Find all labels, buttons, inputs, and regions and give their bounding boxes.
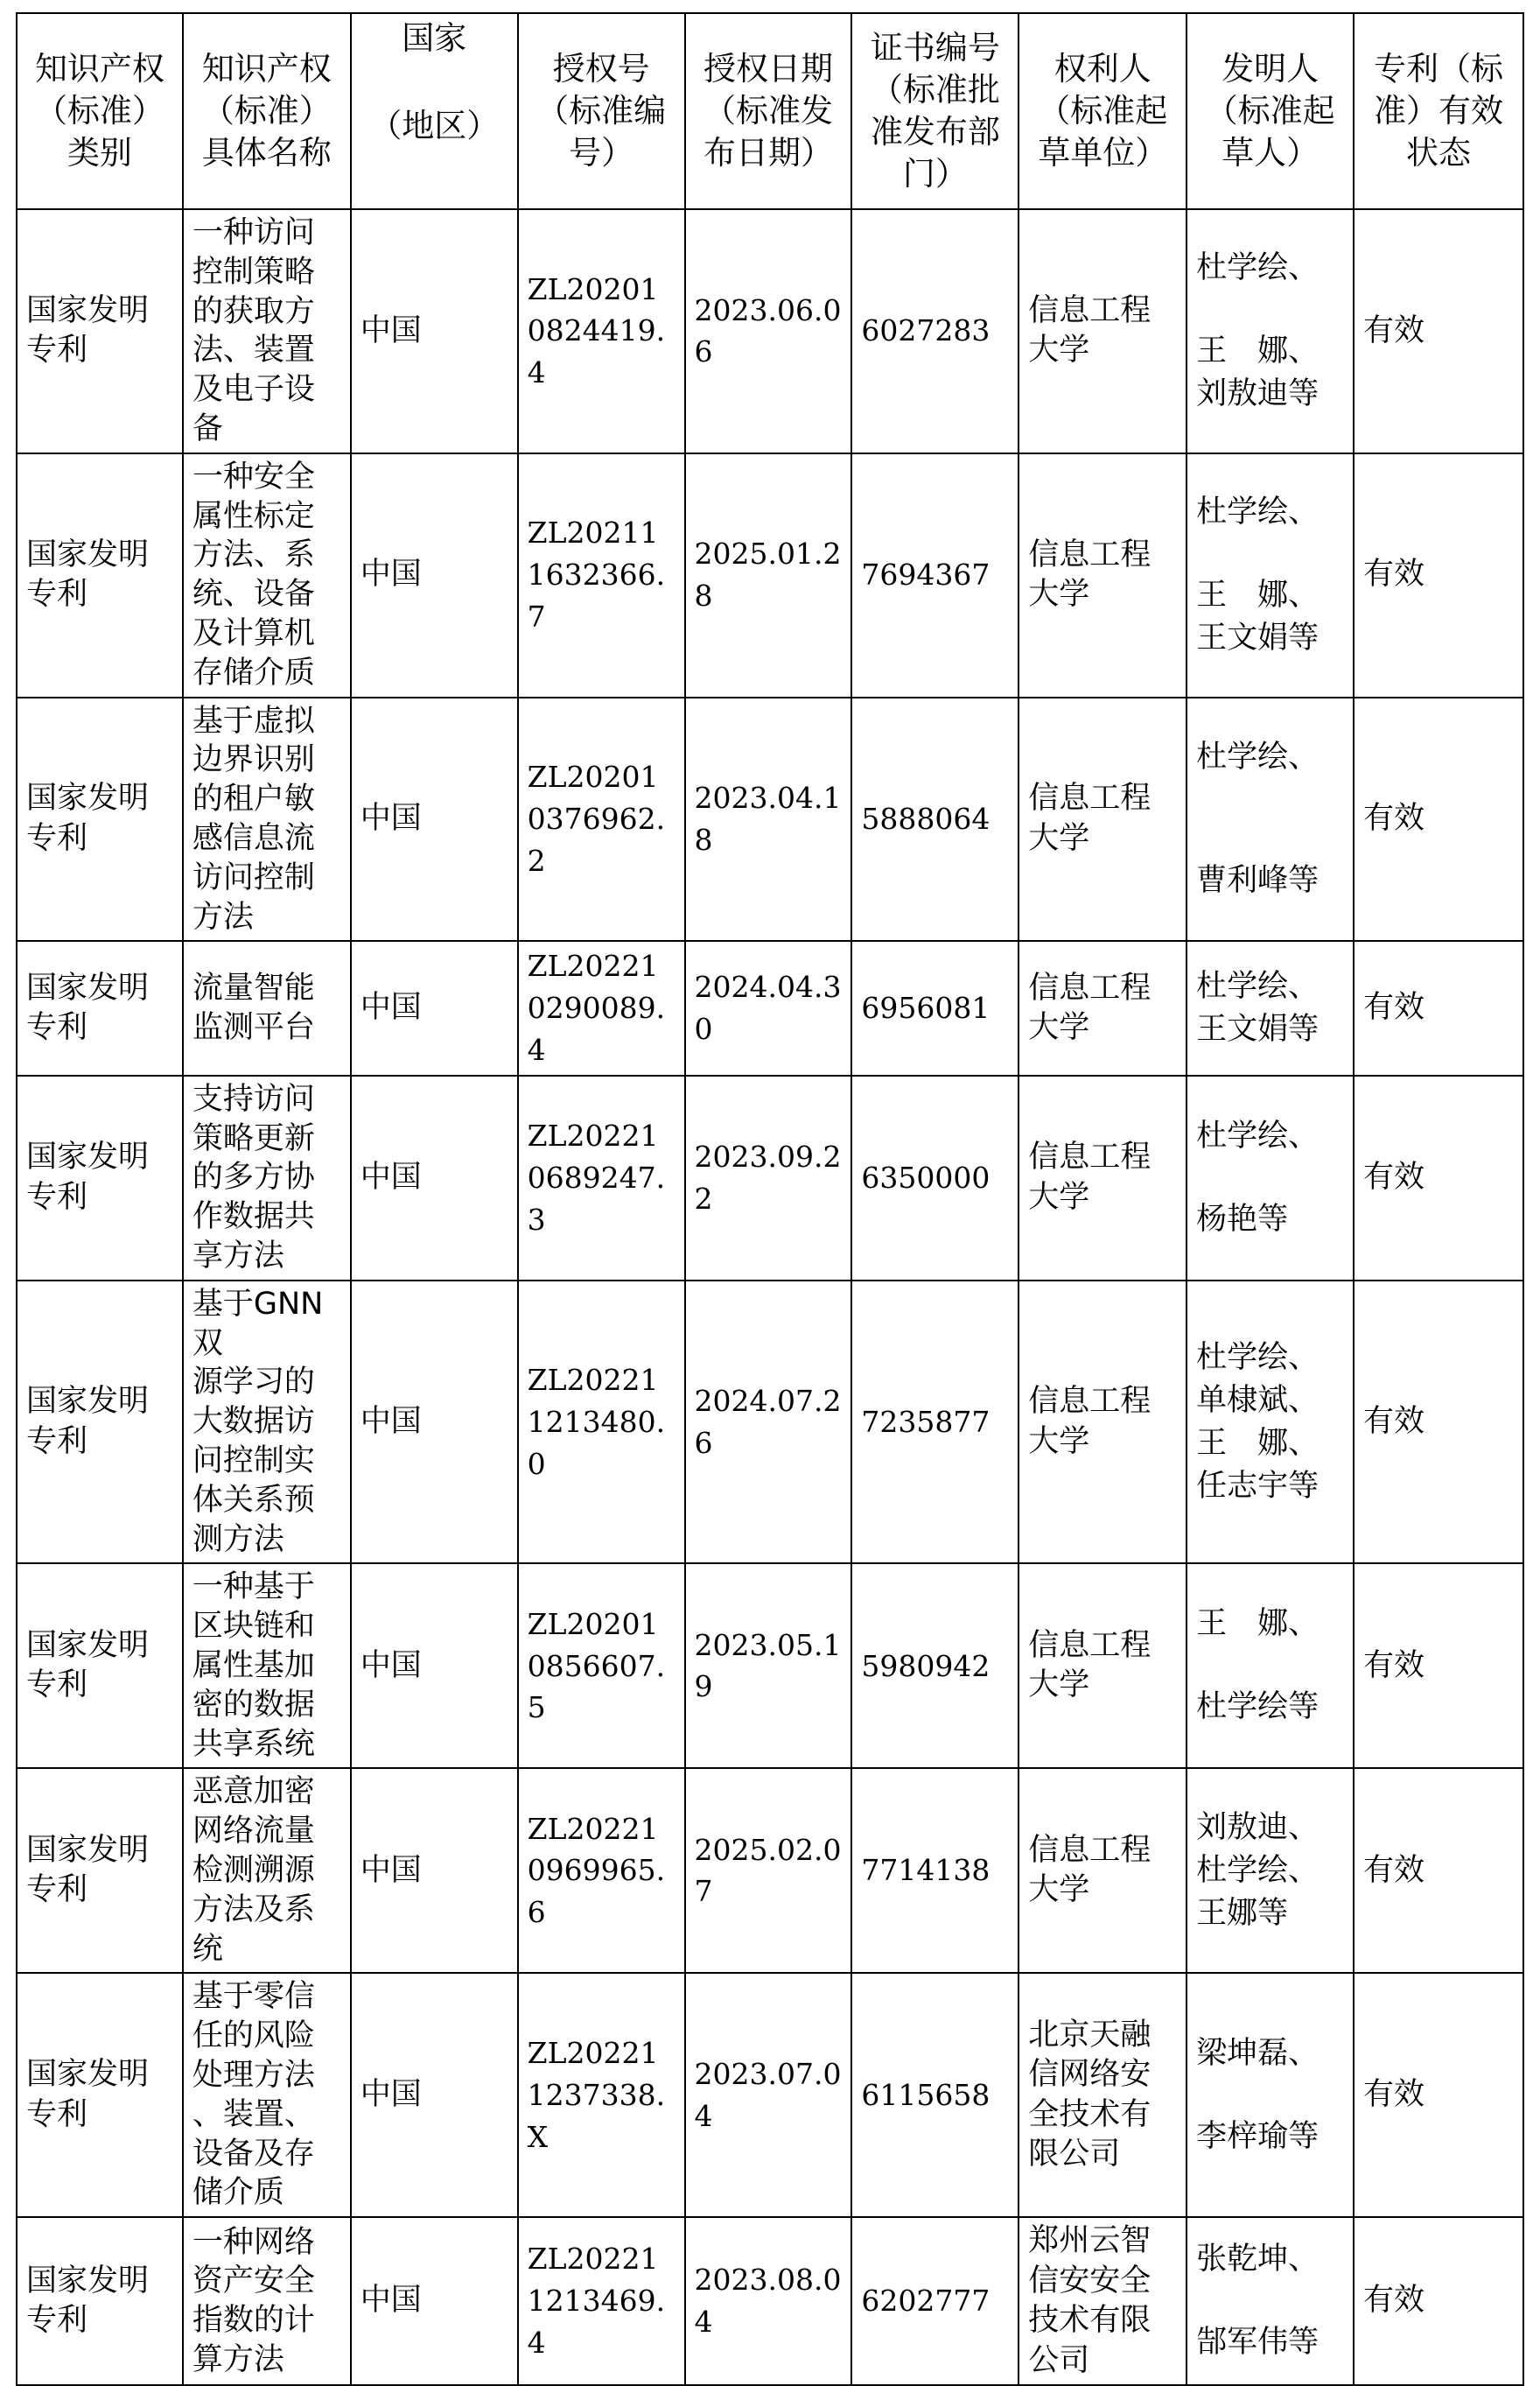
cell-line xyxy=(1196,819,1344,860)
cell-category: 国家发明专利 xyxy=(17,941,183,1076)
cell-patent-name xyxy=(183,1076,351,1281)
cell-holder: 信息工程大学 xyxy=(1018,941,1186,1076)
cell-line: 杜学绘、 xyxy=(1196,739,1320,775)
cell-line: 方法及系 xyxy=(192,1891,315,1927)
cell-line: 指数的计 xyxy=(192,2303,315,2339)
cell-line: 、装置、 xyxy=(192,2096,315,2132)
cell-category: 国家发明专利 xyxy=(17,1076,183,1281)
cell-country: 中国 xyxy=(351,1076,518,1281)
cell-line: 方法、系 xyxy=(192,537,315,573)
cell-patent-name xyxy=(183,453,351,698)
cell-line: 流量智能 xyxy=(192,971,315,1007)
cell-line xyxy=(1196,2075,1344,2116)
cell-category: 国家发明专利 xyxy=(17,453,183,698)
cell-inventors xyxy=(1186,1076,1354,1281)
header-row xyxy=(17,13,1523,209)
cell-line: 王文娟等 xyxy=(1196,620,1320,656)
cell-grant-date: 2024.07.26 xyxy=(685,1281,852,1564)
cell-line xyxy=(1196,2281,1344,2321)
cell-inventors xyxy=(1186,1973,1354,2217)
cell-country: 中国 xyxy=(351,941,518,1076)
cell-line: 共享系统 xyxy=(192,1726,315,1762)
cell-inventors xyxy=(1186,1281,1354,1564)
table-body xyxy=(17,209,1523,2385)
cell-inventors xyxy=(1186,209,1354,453)
cell-grant-number: ZL202211213480.0 xyxy=(518,1281,685,1564)
cell-line: 王文娟等 xyxy=(1196,1012,1320,1048)
cell-line: 大数据访 xyxy=(192,1404,315,1440)
cell-cert-number: 5980942 xyxy=(851,1563,1018,1768)
cell-category: 国家发明专利 xyxy=(17,698,183,942)
cell-status: 有效 xyxy=(1354,941,1523,1076)
cell-holder: 信息工程大学 xyxy=(1018,1768,1186,1973)
cell-country: 中国 xyxy=(351,1563,518,1768)
cell-line: 资产安全 xyxy=(192,2263,315,2299)
cell-line: 感信息流 xyxy=(192,820,315,856)
cell-category: 国家发明专利 xyxy=(17,1281,183,1564)
cell-line: 密的数据 xyxy=(192,1687,315,1723)
cell-cert-number: 7235877 xyxy=(851,1281,1018,1564)
cell-line: 一种访问 xyxy=(192,215,315,250)
cell-patent-name xyxy=(183,698,351,942)
cell-line: 一种安全 xyxy=(192,459,315,495)
table-row xyxy=(17,1281,1523,1564)
header-name: 知识产权 （标准） 具体名称 xyxy=(183,13,351,209)
cell-country: 中国 xyxy=(351,453,518,698)
cell-inventors xyxy=(1186,1563,1354,1768)
cell-line: 杜学绘等 xyxy=(1196,1689,1320,1725)
cell-patent-name xyxy=(183,1281,351,1564)
cell-grant-date: 2023.08.04 xyxy=(685,2217,852,2385)
cell-category: 国家发明专利 xyxy=(17,1563,183,1768)
cell-category: 国家发明专利 xyxy=(17,1768,183,1973)
cell-patent-name xyxy=(183,2217,351,2385)
cell-country: 中国 xyxy=(351,209,518,453)
patent-table xyxy=(16,12,1524,2386)
cell-cert-number: 6956081 xyxy=(851,941,1018,1076)
cell-line: 源学习的 xyxy=(192,1365,315,1400)
cell-line: 一种基于 xyxy=(192,1569,315,1605)
cell-line: 访问控制 xyxy=(192,860,315,895)
cell-grant-number: ZL202211213469.4 xyxy=(518,2217,685,2385)
cell-holder: 北京天融信网络安全技术有限公司 xyxy=(1018,1973,1186,2217)
cell-cert-number: 7694367 xyxy=(851,453,1018,698)
table-row xyxy=(17,453,1523,698)
cell-grant-number: ZL202210689247.3 xyxy=(518,1076,685,1281)
cell-status: 有效 xyxy=(1354,1563,1523,1768)
cell-line: 作数据共 xyxy=(192,1199,315,1235)
cell-category: 国家发明专利 xyxy=(17,2217,183,2385)
cell-grant-number: ZL202010376962.2 xyxy=(518,698,685,942)
cell-line: 任志宇等 xyxy=(1196,1468,1320,1504)
cell-cert-number: 6115658 xyxy=(851,1973,1018,2217)
cell-line: 的多方协 xyxy=(192,1160,315,1196)
cell-grant-number: ZL202210969965.6 xyxy=(518,1768,685,1973)
cell-grant-date: 2025.01.28 xyxy=(685,453,852,698)
cell-country: 中国 xyxy=(351,1281,518,1564)
cell-line: 基于零信 xyxy=(192,1979,315,2015)
patent-table-sheet xyxy=(16,12,1524,2378)
cell-line: 一种网络 xyxy=(192,2224,315,2260)
cell-line: 存储介质 xyxy=(192,655,315,691)
cell-holder: 信息工程大学 xyxy=(1018,1563,1186,1768)
cell-line: 方法 xyxy=(192,899,254,935)
cell-holder: 信息工程大学 xyxy=(1018,453,1186,698)
cell-line: 区块链和 xyxy=(192,1609,315,1645)
cell-line: 基于GNN双 xyxy=(192,1286,324,1361)
cell-line: 杜学绘、 xyxy=(1196,249,1320,285)
cell-grant-number: ZL202210290089.4 xyxy=(518,941,685,1076)
cell-line: 问控制实 xyxy=(192,1443,315,1479)
cell-grant-date: 2023.06.06 xyxy=(685,209,852,453)
cell-line: 处理方法 xyxy=(192,2058,315,2093)
table-row xyxy=(17,1563,1523,1768)
cell-line: 李梓瑜等 xyxy=(1196,2118,1320,2154)
cell-line: 杨艳等 xyxy=(1196,1201,1289,1237)
cell-category: 国家发明专利 xyxy=(17,1973,183,2217)
table-row xyxy=(17,209,1523,453)
cell-cert-number: 5888064 xyxy=(851,698,1018,942)
cell-line: 备 xyxy=(192,411,223,446)
header-cert: 证书编号 （标准批 准发布部 门） xyxy=(851,13,1018,209)
header-country: 国家 （地区） xyxy=(351,13,518,209)
cell-line: 杜学绘、 xyxy=(1196,1852,1320,1888)
cell-holder: 信息工程大学 xyxy=(1018,209,1186,453)
cell-line: 梁坤磊、 xyxy=(1196,2035,1320,2071)
cell-line: 刘敖迪、 xyxy=(1196,1809,1320,1845)
cell-line: 储介质 xyxy=(192,2175,284,2211)
cell-line: 享方法 xyxy=(192,1239,284,1274)
cell-status: 有效 xyxy=(1354,209,1523,453)
table-row xyxy=(17,2217,1523,2385)
cell-line: 及计算机 xyxy=(192,615,315,651)
cell-status: 有效 xyxy=(1354,1768,1523,1973)
cell-line xyxy=(1196,1646,1344,1686)
cell-line: 及电子设 xyxy=(192,372,315,408)
cell-line: 体关系预 xyxy=(192,1482,315,1518)
cell-line: 王 娜、 xyxy=(1196,333,1320,368)
header-category: 知识产权 （标准） 类别 xyxy=(17,13,183,209)
cell-line: 杜学绘、 xyxy=(1196,969,1320,1005)
cell-grant-date: 2023.09.22 xyxy=(685,1076,852,1281)
cell-line: 检测溯源 xyxy=(192,1853,315,1889)
cell-status: 有效 xyxy=(1354,698,1523,942)
cell-country: 中国 xyxy=(351,1768,518,1973)
cell-line: 策略更新 xyxy=(192,1120,315,1156)
cell-line: 杜学绘、 xyxy=(1196,1339,1320,1375)
header-number: 授权号 （标准编 号） xyxy=(518,13,685,209)
cell-line: 控制策略 xyxy=(192,254,315,290)
cell-line: 的租户敏 xyxy=(192,782,315,818)
cell-grant-number: ZL202211237338.X xyxy=(518,1973,685,2217)
cell-cert-number: 6350000 xyxy=(851,1076,1018,1281)
cell-line: 王娜等 xyxy=(1196,1895,1289,1931)
cell-line: 统 xyxy=(192,1931,223,1967)
cell-line: 边界识别 xyxy=(192,742,315,778)
cell-status: 有效 xyxy=(1354,1973,1523,2217)
cell-line: 曹利峰等 xyxy=(1196,862,1320,898)
cell-line xyxy=(1196,534,1344,574)
cell-grant-date: 2023.04.18 xyxy=(685,698,852,942)
cell-patent-name xyxy=(183,209,351,453)
cell-line: 恶意加密 xyxy=(192,1774,315,1810)
cell-cert-number: 6027283 xyxy=(851,209,1018,453)
cell-line xyxy=(1196,1158,1344,1198)
cell-country: 中国 xyxy=(351,2217,518,2385)
cell-grant-date: 2023.05.19 xyxy=(685,1563,852,1768)
cell-patent-name xyxy=(183,1563,351,1768)
cell-holder: 信息工程大学 xyxy=(1018,1281,1186,1564)
cell-inventors xyxy=(1186,698,1354,942)
table-row xyxy=(17,1768,1523,1973)
cell-inventors xyxy=(1186,1768,1354,1973)
cell-status: 有效 xyxy=(1354,453,1523,698)
cell-country: 中国 xyxy=(351,698,518,942)
cell-line: 刘敖迪等 xyxy=(1196,375,1320,411)
cell-line: 属性基加 xyxy=(192,1648,315,1684)
cell-line: 任的风险 xyxy=(192,2018,315,2054)
cell-grant-date: 2024.04.30 xyxy=(685,941,852,1076)
cell-line: 王 娜、 xyxy=(1196,1606,1320,1642)
table-row xyxy=(17,1973,1523,2217)
cell-line xyxy=(1196,779,1344,819)
cell-line: 设备及存 xyxy=(192,2136,315,2172)
header-holder: 权利人 （标准起 草单位） xyxy=(1018,13,1186,209)
cell-line: 监测平台 xyxy=(192,1010,315,1046)
cell-grant-number: ZL202010856607.5 xyxy=(518,1563,685,1768)
cell-inventors xyxy=(1186,941,1354,1076)
cell-country: 中国 xyxy=(351,1973,518,2217)
cell-line: 算方法 xyxy=(192,2341,284,2377)
cell-line xyxy=(1196,290,1344,330)
cell-line: 统、设备 xyxy=(192,577,315,613)
cell-line: 王 娜、 xyxy=(1196,1425,1320,1461)
cell-grant-number: ZL202111632366.7 xyxy=(518,453,685,698)
cell-inventors xyxy=(1186,2217,1354,2385)
cell-status: 有效 xyxy=(1354,1076,1523,1281)
cell-grant-date: 2023.07.04 xyxy=(685,1973,852,2217)
cell-line: 属性标定 xyxy=(192,498,315,534)
cell-line: 张乾坤、 xyxy=(1196,2242,1320,2277)
cell-holder: 郑州云智信安安全技术有限公司 xyxy=(1018,2217,1186,2385)
header-status: 专利（标 准）有效 状态 xyxy=(1354,13,1523,209)
cell-line: 法、装置 xyxy=(192,333,315,368)
cell-line: 杜学绘、 xyxy=(1196,1118,1320,1154)
cell-holder: 信息工程大学 xyxy=(1018,1076,1186,1281)
cell-cert-number: 6202777 xyxy=(851,2217,1018,2385)
table-row xyxy=(17,941,1523,1076)
cell-grant-date: 2025.02.07 xyxy=(685,1768,852,1973)
cell-line: 单棣斌、 xyxy=(1196,1382,1320,1418)
cell-inventors xyxy=(1186,453,1354,698)
cell-line: 杜学绘、 xyxy=(1196,494,1320,530)
cell-line: 基于虚拟 xyxy=(192,703,315,739)
cell-status: 有效 xyxy=(1354,2217,1523,2385)
cell-line: 网络流量 xyxy=(192,1814,315,1849)
cell-cert-number: 7714138 xyxy=(851,1768,1018,1973)
cell-line: 郜军伟等 xyxy=(1196,2325,1320,2361)
cell-line: 测方法 xyxy=(192,1521,284,1557)
table-row xyxy=(17,698,1523,942)
cell-patent-name xyxy=(183,1973,351,2217)
cell-status: 有效 xyxy=(1354,1281,1523,1564)
cell-line: 支持访问 xyxy=(192,1081,315,1117)
cell-line: 王 娜、 xyxy=(1196,577,1320,613)
header-inventor: 发明人 （标准起 草人） xyxy=(1186,13,1354,209)
cell-patent-name xyxy=(183,941,351,1076)
cell-category: 国家发明专利 xyxy=(17,209,183,453)
cell-line: 的获取方 xyxy=(192,293,315,329)
cell-patent-name xyxy=(183,1768,351,1973)
cell-grant-number: ZL202010824419.4 xyxy=(518,209,685,453)
cell-holder: 信息工程大学 xyxy=(1018,698,1186,942)
table-row xyxy=(17,1076,1523,1281)
header-date: 授权日期 （标准发 布日期） xyxy=(685,13,852,209)
